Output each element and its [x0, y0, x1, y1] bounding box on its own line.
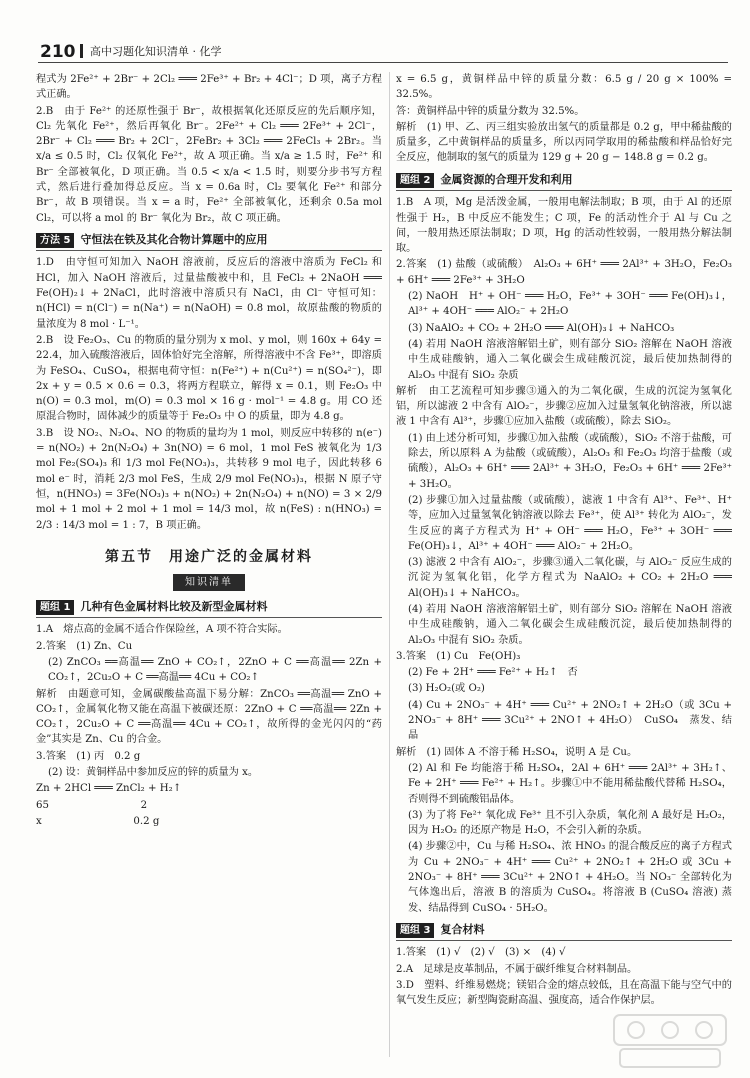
paragraph: 2.B 设 Fe₂O₃、Cu 的物质的量分别为 x mol、y mol，则 160x + 64y = 22.4，加入硫酸溶液后，固体恰好完全溶解，所得溶液中不含 Fe³⁺，即溶质为 FeSO₄、CuSO₄，根据电荷守恒：n(Fe²⁺) + n(Cu²⁺) = n(SO₄²⁻)，即 2x + y = 0.5 × 0.6 = 0.3，将两方程联立，解得 x = 0.1，则 Fe₂O₃ 中 n(O) = 0.3 mol，m(O) = 0.3 mol × 16 g · mol⁻¹ = 4.8 g。用 CO 还原混合物时，固体减少的质量等于 Fe₂O₃ 中 O 的质量，即为 4.8 g。 — [36, 334, 382, 423]
group-2-heading — [396, 172, 732, 192]
group-title: 几种有色金属材料比较及新型金属材料 — [80, 599, 268, 613]
group-tag: 题组 3 — [396, 923, 434, 938]
paragraph: 2.答案 (1) 盐酸（或硫酸） Al₂O₃ + 6H⁺ ═══ 2Al³⁺ + 3H₂O，Fe₂O₃ + 6H⁺ ═══ 2Fe³⁺ + 3H₂O — [396, 259, 732, 286]
method-tag: 方法 5 — [36, 233, 74, 248]
paragraph: (4) 若用 NaOH 溶液溶解铝土矿，则有部分 SiO₂ 溶解在 NaOH 溶液中生成硅酸钠，通入二氧化碳会生成硅酸沉淀，最后使加热制得的 Al₂O₃ 中混有 SiO₂ 杂质 — [408, 338, 732, 381]
paragraph: 1.D 由守恒可知加入 NaOH 溶液前，反应后的溶液中溶质为 FeCl₂ 和 HCl，加入 NaOH 溶液后，过量盐酸被中和，且 FeCl₂ + 2NaOH ═══ Fe(OH)₂↓ + 2NaCl，此时溶液中溶质只有 NaCl，由 Cl⁻ 守恒可知：n(HCl) = n(Cl⁻) = n(Na⁺) = n(NaOH) = 0.8 mol，故原盐酸的物质的量浓度为 8 mol · L⁻¹。 — [36, 257, 382, 330]
paragraph: (2) NaOH H⁺ + OH⁻ ═══ H₂O，Fe³⁺ + 3OH⁻ ═══ Fe(OH)₃↓，Al³⁺ + 4OH⁻ ═══ AlO₂⁻ + 2H₂O — [408, 291, 732, 318]
paragraph: (4) Cu + 2NO₃⁻ + 4H⁺ ═══ Cu²⁺ + 2NO₂↑ + 2H₂O（或 3Cu + 2NO₃⁻ + 8H⁺ ═══ 3Cu²⁺ + 2NO↑ + 4H₂O） CuSO₄ 蒸发、结晶 — [408, 699, 732, 742]
group-tag: 题组 2 — [396, 173, 434, 188]
paragraph: 3.答案 (1) 丙 0.2 g — [36, 750, 141, 762]
paragraph: 解析 (1) 甲、乙、丙三组实验放出氢气的质量都是 0.2 g，甲中稀盐酸的质量多，乙中黄铜样品的质量多，所以丙同学取用的稀盐酸和样品恰好完全反应，他制取的氢气的质量为 129 g + 20 g − 148.8 g = 0.2 g。 — [396, 121, 732, 164]
paragraph: 2.答案 (1) Zn、Cu — [36, 640, 133, 652]
section-title: 第五节 用途广泛的金属材料 — [105, 548, 313, 565]
paragraph: (3) NaAlO₂ + CO₂ + 2H₂O ═══ Al(OH)₃↓ + NaHCO₃ — [408, 322, 675, 334]
paragraph: 解析 由工艺流程可知步骤③通入的为二氧化碳，生成的沉淀为氢氧化铝，所以滤液 2 中含有 AlO₂⁻，步骤②应加入过量氢氧化钠溶液，所以滤液 1 中含有 Al³⁺，步骤①应加入盐酸（或硫酸），除去 SiO₂。 — [396, 385, 732, 428]
paragraph: 1.答案 (1) √ (2) √ (3) × (4) √ — [396, 947, 566, 959]
group-title: 复合材料 — [440, 922, 485, 936]
equation-line: Zn + 2HCl ═══ ZnCl₂ + H₂↑ — [36, 783, 182, 795]
header-divider-bar — [80, 44, 83, 58]
method-5-heading — [36, 232, 382, 252]
paragraph: 3.B 设 NO₂、N₂O₄、NO 的物质的量均为 1 mol，则反应中转移的 n(e⁻) = n(NO₂) + 2n(N₂O₄) + 3n(NO) = 6 mol，1 mol FeS 被氧化为 1/3 mol Fe₂(SO₄)₃ 和 1/3 mol Fe(NO₃)₃，共转移 9 mol 电子，因此转移 6 mol e⁻ 时，消耗 2/3 mol FeS，生成 2/9 mol Fe(NO₃)₃，根据 N 原子守恒，n(HNO₃) = 3Fe(NO₃)₃ + n(NO₂) + 2n(N₂O₄) + n(NO) = 3 × 2/9 mol + 1 mol + 2 mol + 1 mol = 14/3 mol，故 n(FeS) : n(HNO₃) = 2/3 : 14/3 mol = 1 : 7，B 项正确。 — [36, 427, 382, 531]
group-title: 金属资源的合理开发和利用 — [440, 172, 573, 186]
paragraph: 3.答案 (1) Cu Fe(OH)₃ — [396, 650, 521, 662]
paragraph: (3) H₂O₂(或 O₂) — [408, 683, 485, 695]
paragraph: 3.D 塑料、纤维易燃烧；镁铝合金的熔点较低，且在高温下能与空气中的氧气发生反应；新型陶瓷耐高温、强度高，适合作保护层。 — [396, 980, 732, 1007]
paragraph: (4) 若用 NaOH 溶液溶解铝土矿，则有部分 SiO₂ 溶解在 NaOH 溶液中生成硅酸钠，通入二氧化碳会生成硅酸沉淀，最后使加热制得的 Al₂O₃ 中混有 SiO₂ 杂质。 — [408, 604, 732, 646]
paragraph: 2.A 足球是皮革制品，不属于碳纤维复合材料制品。 — [396, 963, 638, 975]
paragraph: (1) 由上述分析可知，步骤①加入盐酸（或硫酸），SiO₂ 不溶于盐酸，可除去，所以原料 A 为盐酸（或硫酸），Al₂O₃ 和 Fe₂O₃ 均溶于盐酸（或硫酸），Al₂O₃ + 6H⁺ ═══ 2Al³⁺ + 3H₂O，Fe₂O₃ + 6H⁺ ═══ 2Fe³⁺ + 3H₂O。 — [408, 432, 732, 490]
paragraph: x = 6.5 g，黄铜样品中锌的质量分数：6.5 g / 20 g × 100% = 32.5%。 — [396, 74, 732, 101]
paragraph: (2) 步骤①加入过量盐酸（或硫酸），滤液 1 中含有 Al³⁺、Fe³⁺、H⁺ 等，应加入过量氢氧化钠溶液以除去 Fe³⁺，使 Al³⁺ 转化为 AlO₂⁻，发生反应的离子方程式为 H⁺ + OH⁻ ═══ H₂O，Fe³⁺ + 3OH⁻ ═══ Fe(OH)₃↓，Al³⁺ + 4OH⁻ ═══ AlO₂⁻ + 2H₂O。 — [408, 494, 732, 552]
column-divider — [389, 72, 390, 1057]
equation-line: x 0.2 g — [36, 815, 160, 827]
group-3-heading — [396, 922, 732, 942]
paragraph: (2) ZnCO₃ ══高温══ ZnO + CO₂↑，2ZnO + C ══高温══ 2Zn + CO₂↑，2Cu₂O + C ══高温══ 4Cu + CO₂↑ — [48, 656, 382, 684]
paragraph: 1.B A 项，Mg 是活泼金属，一般用电解法制取；B 项，由于 Al 的还原性强于 H₂，B 中反应不能发生；C 项，Fe 的活动性介于 Al 与 Cu 之间，一般用热还原法制取；D 项，Hg 的活动性较弱，一般用热分解法制取。 — [396, 197, 732, 255]
page-number: 210 — [40, 42, 76, 62]
paragraph: 解析 由题意可知，金属碳酸盐高温下易分解：ZnCO₃ ══高温══ ZnO + CO₂↑，金属氧化物又能在高温下被碳还原：2ZnO + C ══高温══ 2Zn + CO₂↑，2Cu₂O + C ══高温══ 4Cu + CO₂↑，故所得的金光闪闪的“药金”其实是 Zn、Cu 的合金。 — [36, 688, 382, 746]
paragraph: (4) 步骤②中，Cu 与稀 H₂SO₄、浓 HNO₃ 的混合酸反应的离子方程式为 Cu + 2NO₃⁻ + 4H⁺ ═══ Cu²⁺ + 2NO₂↑ + 2H₂O 或 3Cu + 2NO₃⁻ + 8H⁺ ═══ 3Cu²⁺ + 2NO↑ + 4H₂O。当 NO₃⁻ 全部转化为气体逸出后，溶液 B 的溶质为 CuSO₄。将溶液 B (CuSO₄ 溶液) 蒸发、结晶得到 CuSO₄ · 5H₂O。 — [408, 841, 732, 914]
left-column — [36, 72, 382, 1057]
group-1-heading — [36, 599, 382, 619]
book-title: 高中习题化知识清单 · 化学 — [90, 45, 222, 58]
group-tag: 题组 1 — [36, 600, 74, 615]
right-column — [396, 72, 732, 1057]
paragraph: (2) 设：黄铜样品中参加反应的锌的质量为 x。 — [48, 766, 259, 778]
paragraph: 解析 (1) 固体 A 不溶于稀 H₂SO₄，说明 A 是 Cu。 — [396, 746, 638, 758]
paragraph: (2) Fe + 2H⁺ ═══ Fe²⁺ + H₂↑ 否 — [408, 667, 578, 679]
watermark-logo — [610, 1009, 730, 1073]
paragraph: (2) Al 和 Fe 均能溶于稀 H₂SO₄，2Al + 6H⁺ ═══ 2Al³⁺ + 3H₂↑、Fe + 2H⁺ ═══ Fe²⁺ + H₂↑。步骤①中不能用稀盐酸代替稀 H₂SO₄，否则得不到硫酸铝晶体。 — [408, 762, 732, 805]
paragraph: 程式为 2Fe²⁺ + 2Br⁻ + 2Cl₂ ═══ 2Fe³⁺ + Br₂ + 4Cl⁻；D 项，离子方程式正确。 — [36, 74, 382, 101]
page-header — [0, 0, 750, 66]
paragraph: 1.A 熔点高的金属不适合作保险丝，A 项不符合实际。 — [36, 624, 288, 636]
method-title: 守恒法在铁及其化合物计算题中的应用 — [80, 232, 268, 246]
knowledge-list-text: 知识清单 — [173, 574, 245, 591]
equation-line: 65 2 — [36, 799, 148, 811]
knowledge-list-label — [36, 574, 382, 591]
paragraph: 答：黄铜样品中锌的质量分数为 32.5%。 — [396, 105, 585, 117]
watermark-icon — [610, 1009, 730, 1073]
paragraph: (3) 为了将 Fe²⁺ 氧化成 Fe³⁺ 且不引入杂质，氧化剂 A 最好是 H₂O₂，因为 H₂O₂ 的还原产物是 H₂O，不会引入新的杂质。 — [408, 809, 732, 837]
header-rule — [38, 62, 728, 63]
paragraph: 2.B 由于 Fe²⁺ 的还原性强于 Br⁻，故根据氧化还原反应的先后顺序知，Cl₂ 先氧化 Fe²⁺，然后再氧化 Br⁻。2Fe²⁺ + Cl₂ ═══ 2Fe³⁺ + 2Cl⁻，2Br⁻ + Cl₂ ═══ Br₂ + 2Cl⁻，2FeBr₂ + 3Cl₂ ═══ 2FeCl₃ + 2Br₂。当 x/a ≤ 0.5 时，Cl₂ 仅氧化 Fe²⁺，故 A 项正确。当 x/a ≥ 1.5 时，Fe²⁺ 和 Br⁻ 全部被氧化，D 项正确。当 0.5 < x/a < 1.5 时，则要分步书写方程式，然后进行叠加得总反应。当 x = 0.6a 时，Cl₂ 要氧化 Fe²⁺ 和部分 Br⁻，故 B 项错误。当 x = a 时，Fe²⁺ 全部被氧化，还剩余 0.5a mol Cl₂，可以将 a mol 的 Br⁻ 氧化为 Br₂，故 C 项正确。 — [36, 105, 382, 224]
paragraph: (3) 滤液 2 中含有 AlO₂⁻，步骤③通入二氧化碳，与 AlO₂⁻ 反应生成的沉淀为氢氧化铝，化学方程式为 NaAlO₂ + CO₂ + 2H₂O ═══ Al(OH)₃↓ + NaHCO₃。 — [408, 557, 732, 599]
